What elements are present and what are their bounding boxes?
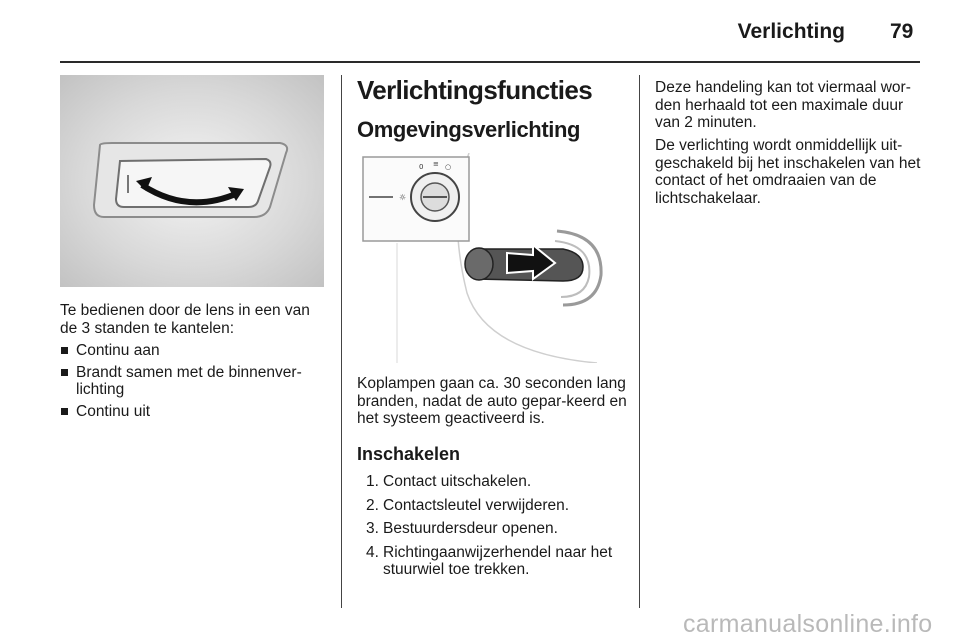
bullet-square-icon [61,369,68,376]
list-item: 1. Contact uitschakelen. [366,473,532,490]
section-title: Verlichtingsfuncties [357,75,593,105]
activation-heading: Inschakelen [357,444,461,464]
column3-paragraph-1: Deze handeling kan tot viermaal wor-den herhaald tot een maximale duur van 2 minuten. [655,79,911,131]
watermark-link[interactable]: carmanualsonline.info [683,610,933,638]
list-item: Brandt samen met de binnenver-lichting [60,364,326,399]
knob-symbol-position: 0 [419,163,424,171]
interior-lamp-illustration [60,75,324,287]
indicator-stalk-drawing [357,153,621,363]
list-item: Continu uit [60,403,326,421]
list-item: 3. Bestuurdersdeur openen. [366,520,558,537]
column-divider-right [639,75,640,608]
mode-list [60,342,326,424]
activation-steps [357,473,629,585]
column-divider-left [341,75,342,608]
knob-symbol-lowbeam: ≡ [433,160,439,168]
bullet-square-icon [61,408,68,415]
indicator-stalk-illustration [357,153,621,363]
indicator-stalk-tip [465,248,493,280]
column3-paragraph-2: De verlichting wordt onmiddellijk uit-geschakeld bij het inschakelen van het contact of het omdraaien van de lichtschakelaar. [655,137,921,207]
bullet-square-icon [61,347,68,354]
list-item: 2. Contactsleutel verwijderen. [366,496,570,514]
interior-lamp-drawing [60,75,324,287]
knob-symbol-auto: ○ [445,163,452,171]
page-number: 79 [890,20,914,43]
list-item: Continu aan [60,342,326,360]
page-header-title: Verlichting [737,20,845,43]
column1-intro: Te bedienen door de lens in een van de 3 standen te kantelen: [60,302,310,337]
column2-paragraph: Koplampen gaan ca. 30 seconden lang branden, nadat de auto gepar-keerd en het systeem geactiveerd is. [357,375,627,427]
header-rule [60,61,920,63]
subsection-title: Omgevingsverlichting [357,117,581,142]
knob-symbol-light: ☼ [399,193,407,202]
list-item: 4. Richtingaanwijzerhendel naar het stuurwiel toe trekken. [366,543,613,578]
